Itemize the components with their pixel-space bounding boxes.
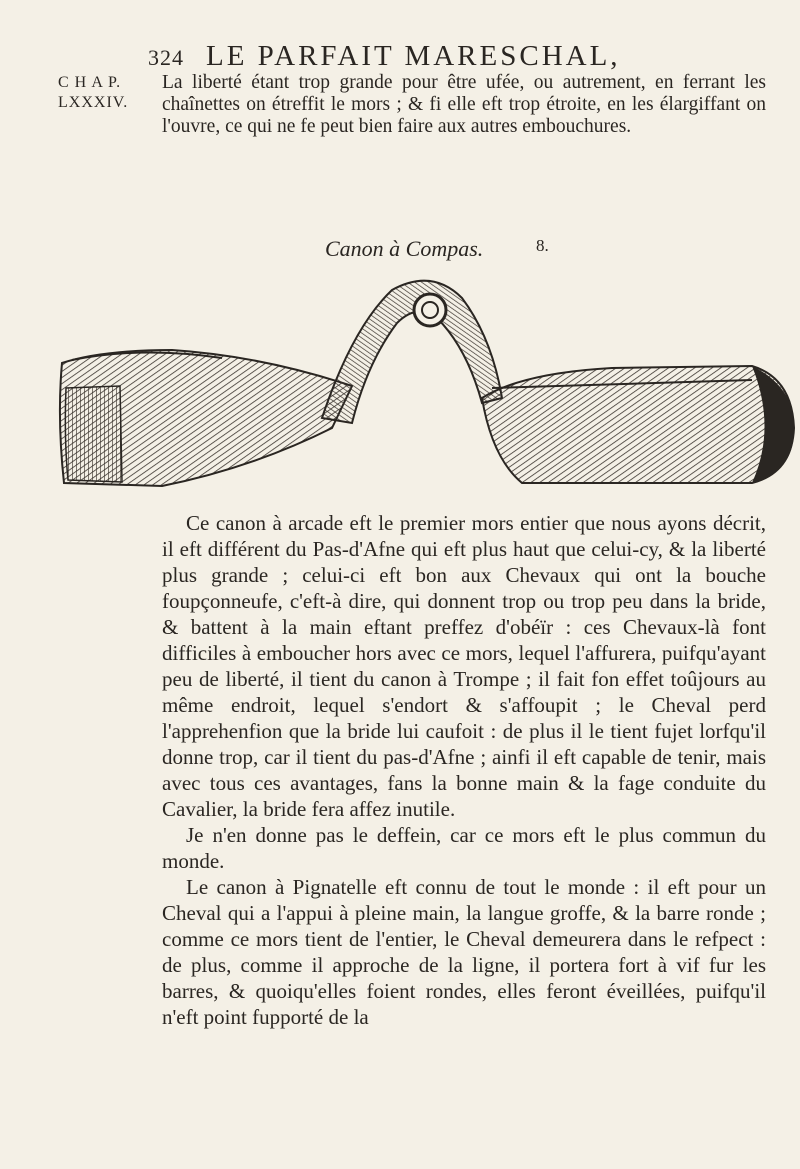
book-title: LE PARFAIT MARESCHAL, [206, 40, 621, 72]
left-canon [60, 350, 352, 486]
figure-caption: Canon à Compas. [325, 236, 484, 261]
page-number: 324 [148, 45, 184, 70]
chapter-label: C H A P. [58, 74, 122, 91]
paragraph: Je n'en donne pas le deffein, car ce mors eft le plus commun du monde. [162, 823, 766, 873]
lead-paragraph: La liberté étant trop grande pour être ufée, ou autrement, en ferrant les chaînettes on étreffit le mors ; & fi elle eft trop étroite, en les élargiffant on l'ouvre, ce qui ne fe peut bien faire aux autres embouchures. [162, 72, 766, 137]
paragraph: Ce canon à arcade eft le premier mors entier que nous ayons décrit, il eft différent du Pas-d'Afne qui eft plus haut que celui-cy, & la liberté plus grande ; celui-ci eft bon aux Chevaux qui ont la bouche foupçonneufe, c'eft-à dire, qui donnent trop ou trop peu dans la bride, & battent à la main eftant preffez d'obéïr : ces Chevaux-là font difficiles à emboucher hors avec ce mors, lequel l'affurera, puifqu'ayant peu de liberté, il tient du canon à Trompe ; il fait fon effet toûjours au même endroit, lequel s'endort & s'affoupit ; le Cheval perd l'apprehenfion que la bride lui caufoit : de plus il le tient fujet lorfqu'il donne trop, car il tient du pas-d'Afne ; ainfi il eft capable de tenir, mais avec tous ces avantages, fans la bonne main & la fage conduite du Cavalier, la bride fera affez inutile. [162, 511, 766, 821]
paragraph: Le canon à Pignatelle eft connu de tout le monde : il eft pour un Cheval qui a l'appui à pleine main, la langue groffe, & la barre ronde ; comme ce mors tient de l'entier, le Cheval demeurera dans le refpect : de plus, comme il approche de la ligne, il portera fort à vif fur les barres, & quoiqu'elles foient rondes, elles feront éveillées, puifqu'il n'eft point fupporté de la [162, 875, 766, 1029]
right-canon [482, 366, 794, 483]
running-head [148, 40, 708, 73]
chapter-margin-note [58, 73, 128, 113]
arch [322, 281, 502, 423]
bit-engraving [52, 268, 797, 496]
chapter-number: LXXXIV. [58, 94, 129, 111]
figure-number: 8. [536, 236, 549, 255]
body-text [162, 510, 766, 1030]
